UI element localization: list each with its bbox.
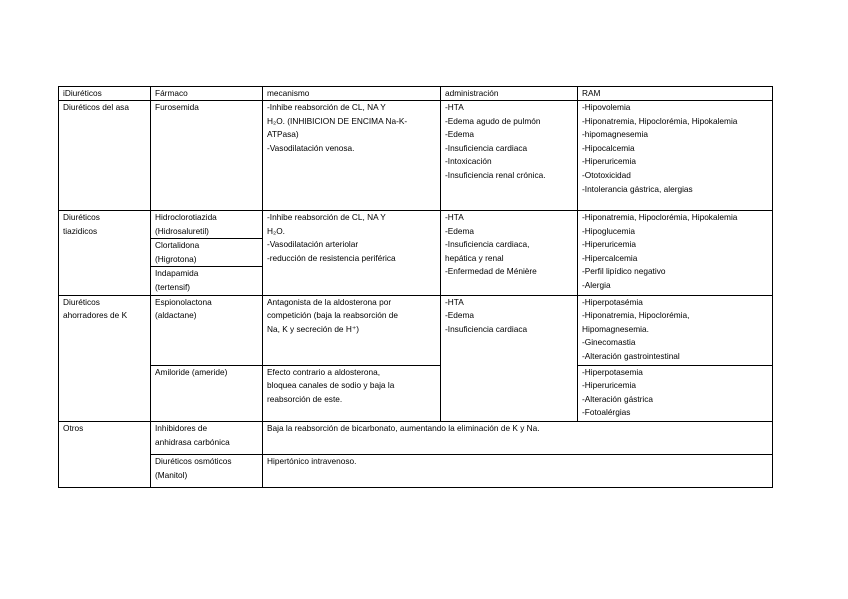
diuretics-table bbox=[58, 86, 773, 488]
drug-cell: Espionolactona (aldactane) bbox=[151, 295, 263, 365]
table-row-tiazidicos bbox=[59, 211, 773, 296]
drug-entry: Clortalidona (Higrotona) bbox=[151, 238, 262, 266]
header-cell: RAM bbox=[578, 87, 773, 101]
mechanism-cell: -Inhibe reabsorción de CL, NA Y H₂O. -Vasodilatación arteriolar -reducción de resistencia periférica bbox=[263, 211, 441, 296]
ram-cell: -Hiponatremia, Hipoclorémia, Hipokalemia -Hipoglucemia -Hiperuricemia -Hipercalcemia -Perfil lipídico negativo -Alergia bbox=[578, 211, 773, 296]
drug-entry: Hidroclorotiazida (Hidrosaluretil) bbox=[155, 212, 217, 236]
administration-cell: -HTA -Edema -Insuficiencia cardiaca, hepática y renal -Enfermedad de Ménière bbox=[441, 211, 578, 296]
administration-cell: -HTA -Edema -Insuficiencia cardiaca bbox=[441, 295, 578, 421]
table-row-asa bbox=[59, 101, 773, 211]
table-row-otros-anhidrasa bbox=[59, 421, 773, 454]
drug-cell: Amiloride (ameride) bbox=[151, 365, 263, 421]
mechanism-cell: -Inhibe reabsorción de CL, NA Y H₂O. (INHIBICION DE ENCIMA Na-K- ATPasa) -Vasodilatación venosa. bbox=[263, 101, 441, 211]
table-row-otros-osmoticos bbox=[59, 454, 773, 487]
header-row bbox=[59, 87, 773, 101]
drug-cell: Furosemida bbox=[151, 101, 263, 211]
group-cell: Otros bbox=[59, 421, 151, 487]
group-cell: Diuréticos tiazidicos bbox=[59, 211, 151, 296]
group-cell: Diuréticos ahorradores de K bbox=[59, 295, 151, 421]
table-row-ahorradores-espiro bbox=[59, 295, 773, 365]
ram-cell: -Hiperpotasémia -Hiponatremia, Hipoclorémia, Hipomagnesemia. -Ginecomastia -Alteración gastrointestinal bbox=[578, 295, 773, 365]
ram-cell: -Hiperpotasemia -Hiperuricemia -Alteración gástrica -Fotoalérgias bbox=[578, 365, 773, 421]
drug-entry: Indapamida (tertensif) bbox=[151, 266, 262, 294]
mechanism-cell: Antagonista de la aldosterona por competición (baja la reabsorción de Na, K y secreción de H⁺) bbox=[263, 295, 441, 365]
mechanism-cell: Efecto contrario a aldosterona, bloquea canales de sodio y baja la reabsorción de este. bbox=[263, 365, 441, 421]
ram-cell: -Hipovolemia -Hiponatremia, Hipoclorémia, Hipokalemia -hipomagnesemia -Hipocalcemia -Hiperuricemia -Ototoxicidad -Intolerancia gástrica, alergias bbox=[578, 101, 773, 211]
header-cell: administración bbox=[441, 87, 578, 101]
description-cell: Hipertónico intravenoso. bbox=[263, 454, 773, 487]
drug-cell: Diuréticos osmóticos (Manitol) bbox=[151, 454, 263, 487]
description-cell: Baja la reabsorción de bicarbonato, aumentando la eliminación de K y Na. bbox=[263, 421, 773, 454]
header-cell: iDiuréticos bbox=[59, 87, 151, 101]
administration-cell: -HTA -Edema agudo de pulmón -Edema -Insuficiencia cardiaca -Intoxicación -Insuficiencia renal crónica. bbox=[441, 101, 578, 211]
group-cell: Diuréticos del asa bbox=[59, 101, 151, 211]
header-cell: mecanismo bbox=[263, 87, 441, 101]
header-cell: Fármaco bbox=[151, 87, 263, 101]
table-row-ahorradores-amilo bbox=[59, 365, 773, 421]
drug-cell bbox=[151, 211, 263, 296]
drug-cell: Inhibidores de anhidrasa carbónica bbox=[151, 421, 263, 454]
